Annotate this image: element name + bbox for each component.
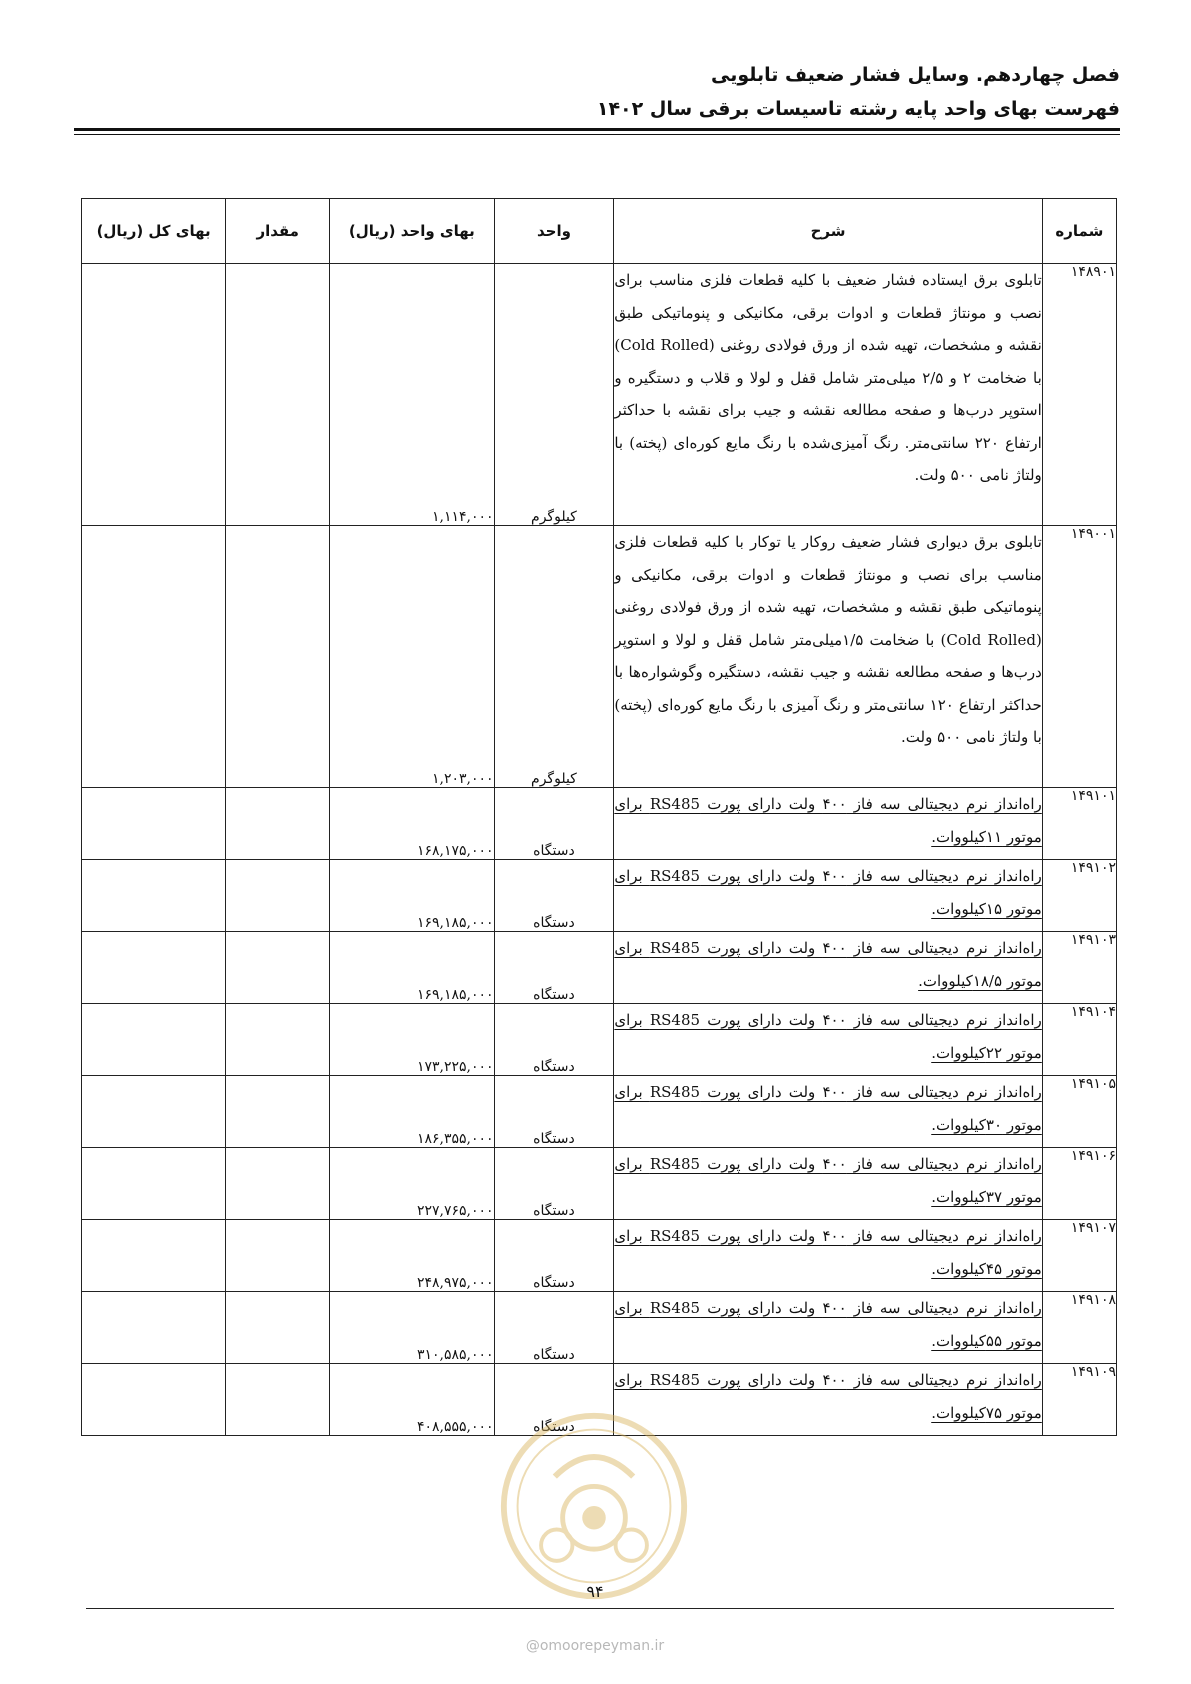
column-header-quantity: مقدار xyxy=(226,199,330,264)
item-unit: دستگاه xyxy=(494,860,614,932)
item-total xyxy=(82,526,226,788)
item-quantity xyxy=(226,526,330,788)
item-total xyxy=(82,932,226,1004)
item-description xyxy=(614,1148,1042,1220)
price-table xyxy=(81,198,1117,1436)
item-unit: دستگاه xyxy=(494,932,614,1004)
publisher-seal-watermark xyxy=(496,1408,692,1604)
website-label: @omoorepeyman.ir xyxy=(525,1638,665,1654)
page-header xyxy=(74,58,1120,126)
item-description xyxy=(614,1292,1042,1364)
item-unit-price: ۱۶۹,۱۸۵,۰۰۰ xyxy=(330,932,494,1004)
item-quantity xyxy=(226,1292,330,1364)
column-header-number: شماره xyxy=(1042,199,1116,264)
item-quantity xyxy=(226,860,330,932)
item-unit-price: ۱,۲۰۳,۰۰۰ xyxy=(330,526,494,788)
table-row xyxy=(82,526,1117,788)
table-row xyxy=(82,264,1117,526)
table-row xyxy=(82,788,1117,860)
item-unit: دستگاه xyxy=(494,788,614,860)
header-rule-thick xyxy=(74,128,1120,131)
item-description-text: راه‌انداز نرم دیجیتالی سه فاز ۴۰۰ ولت دارای پورت RS485 برای موتور ۷۵کیلووات. xyxy=(614,1371,1042,1422)
item-number: ۱۴۹۱۰۸ xyxy=(1042,1292,1116,1364)
table-row xyxy=(82,860,1117,932)
item-total xyxy=(82,788,226,860)
item-total xyxy=(82,1148,226,1220)
item-quantity xyxy=(226,1148,330,1220)
item-description-text: راه‌انداز نرم دیجیتالی سه فاز ۴۰۰ ولت دارای پورت RS485 برای موتور ۱۵کیلووات. xyxy=(614,867,1042,918)
item-unit-price: ۱۶۸,۱۷۵,۰۰۰ xyxy=(330,788,494,860)
table-header-row xyxy=(82,199,1117,264)
item-unit-price: ۴۰۸,۵۵۵,۰۰۰ xyxy=(330,1364,494,1436)
item-unit-price: ۱,۱۱۴,۰۰۰ xyxy=(330,264,494,526)
item-quantity xyxy=(226,1076,330,1148)
item-unit: دستگاه xyxy=(494,1076,614,1148)
item-description-text: راه‌انداز نرم دیجیتالی سه فاز ۴۰۰ ولت دارای پورت RS485 برای موتور ۱۸/۵کیلووات. xyxy=(614,939,1042,990)
item-total xyxy=(82,860,226,932)
item-description xyxy=(614,1220,1042,1292)
item-number: ۱۴۹۱۰۹ xyxy=(1042,1364,1116,1436)
item-quantity xyxy=(226,932,330,1004)
item-number: ۱۴۹۱۰۵ xyxy=(1042,1076,1116,1148)
item-number: ۱۴۹۱۰۴ xyxy=(1042,1004,1116,1076)
chapter-title: فصل چهاردهم. وسایل فشار ضعیف تابلویی xyxy=(710,64,1120,86)
item-description: تابلوی برق دیواری فشار ضعیف روکار یا توکار با کلیه قطعات فلزی مناسب برای نصب و مونتاژ قطعات و ادوات برقی، مکانیکی و پنوماتیکی طبق نقشه و مشخصات، تهیه شده از ورق فولادی روغنی (Cold Rolled) با ضخامت ۱/۵میلی‌متر شامل قفل و لولا و استوپر درب‌ها و صفحه مطالعه نقشه و جیب نقشه، دستگیره وگوشواره‌ها با حداکثر ارتفاع ۱۲۰ سانتی‌متر و رنگ آمیزی با رنگ مایع کوره‌ای (پخته) با ولتاژ نامی ۵۰۰ ولت. xyxy=(614,526,1042,788)
item-quantity xyxy=(226,1220,330,1292)
header-rule-thin xyxy=(74,134,1120,135)
item-number: ۱۴۹۰۰۱ xyxy=(1042,526,1116,788)
item-description-text: راه‌انداز نرم دیجیتالی سه فاز ۴۰۰ ولت دارای پورت RS485 برای موتور ۳۰کیلووات. xyxy=(614,1083,1042,1134)
item-unit-price: ۲۴۸,۹۷۵,۰۰۰ xyxy=(330,1220,494,1292)
item-total xyxy=(82,1076,226,1148)
item-description xyxy=(614,788,1042,860)
item-number: ۱۴۹۱۰۲ xyxy=(1042,860,1116,932)
item-description xyxy=(614,1076,1042,1148)
table-body xyxy=(82,264,1117,1436)
table-row xyxy=(82,1004,1117,1076)
item-number: ۱۴۹۱۰۱ xyxy=(1042,788,1116,860)
item-description-text: راه‌انداز نرم دیجیتالی سه فاز ۴۰۰ ولت دارای پورت RS485 برای موتور ۵۵کیلووات. xyxy=(614,1299,1042,1350)
item-quantity xyxy=(226,264,330,526)
item-unit: دستگاه xyxy=(494,1004,614,1076)
item-total xyxy=(82,1004,226,1076)
table-row xyxy=(82,1076,1117,1148)
item-description-text: راه‌انداز نرم دیجیتالی سه فاز ۴۰۰ ولت دارای پورت RS485 برای موتور ۲۲کیلووات. xyxy=(614,1011,1042,1062)
table-row xyxy=(82,932,1117,1004)
item-unit-price: ۱۷۳,۲۲۵,۰۰۰ xyxy=(330,1004,494,1076)
item-number: ۱۴۹۱۰۷ xyxy=(1042,1220,1116,1292)
item-total xyxy=(82,264,226,526)
item-unit-price: ۳۱۰,۵۸۵,۰۰۰ xyxy=(330,1292,494,1364)
column-header-unit-price: بهای واحد (ریال) xyxy=(330,199,494,264)
item-unit: دستگاه xyxy=(494,1148,614,1220)
page-number: ۹۴ xyxy=(586,1582,604,1601)
table-row xyxy=(82,1220,1117,1292)
column-header-unit: واحد xyxy=(494,199,614,264)
item-total xyxy=(82,1292,226,1364)
item-unit: کیلوگرم xyxy=(494,526,614,788)
item-unit-price: ۲۲۷,۷۶۵,۰۰۰ xyxy=(330,1148,494,1220)
column-header-description: شرح xyxy=(614,199,1042,264)
item-description-text: راه‌انداز نرم دیجیتالی سه فاز ۴۰۰ ولت دارای پورت RS485 برای موتور ۱۱کیلووات. xyxy=(614,795,1042,846)
item-quantity xyxy=(226,1004,330,1076)
item-description-text: راه‌انداز نرم دیجیتالی سه فاز ۴۰۰ ولت دارای پورت RS485 برای موتور ۴۵کیلووات. xyxy=(614,1227,1042,1278)
item-description xyxy=(614,932,1042,1004)
document-title: فهرست بهای واحد پایه رشته تاسیسات برقی سال ۱۴۰۲ xyxy=(596,98,1120,120)
item-description-text: راه‌انداز نرم دیجیتالی سه فاز ۴۰۰ ولت دارای پورت RS485 برای موتور ۳۷کیلووات. xyxy=(614,1155,1042,1206)
item-unit: کیلوگرم xyxy=(494,264,614,526)
item-description xyxy=(614,860,1042,932)
item-unit: دستگاه xyxy=(494,1220,614,1292)
item-description xyxy=(614,1004,1042,1076)
table-row xyxy=(82,1292,1117,1364)
item-unit: دستگاه xyxy=(494,1364,614,1436)
item-description: تابلوی برق ایستاده فشار ضعیف با کلیه قطعات فلزی مناسب برای نصب و مونتاژ قطعات و ادوات برقی، مکانیکی و پنوماتیکی طبق نقشه و مشخصات، تهیه شده از ورق فولادی روغنی (Cold Rolled) با ضخامت ۲ و ۲/۵ میلی‌متر شامل قفل و لولا و قلاب و دستگیره و استوپر درب‌ها و صفحه مطالعه نقشه و جیب برای نقشه با حداکثر ارتفاع ۲۲۰ سانتی‌متر. رنگ آمیزی‌شده با رنگ مایع کوره‌ای (پخته) با ولتاژ نامی ۵۰۰ ولت. xyxy=(614,264,1042,526)
footer-rule xyxy=(86,1608,1114,1609)
item-unit: دستگاه xyxy=(494,1292,614,1364)
column-header-total: بهای کل (ریال) xyxy=(82,199,226,264)
item-quantity xyxy=(226,788,330,860)
item-total xyxy=(82,1220,226,1292)
item-number: ۱۴۹۱۰۶ xyxy=(1042,1148,1116,1220)
item-unit-price: ۱۶۹,۱۸۵,۰۰۰ xyxy=(330,860,494,932)
item-number: ۱۴۸۹۰۱ xyxy=(1042,264,1116,526)
item-number: ۱۴۹۱۰۳ xyxy=(1042,932,1116,1004)
item-quantity xyxy=(226,1364,330,1436)
table-row xyxy=(82,1148,1117,1220)
item-total xyxy=(82,1364,226,1436)
item-unit-price: ۱۸۶,۳۵۵,۰۰۰ xyxy=(330,1076,494,1148)
